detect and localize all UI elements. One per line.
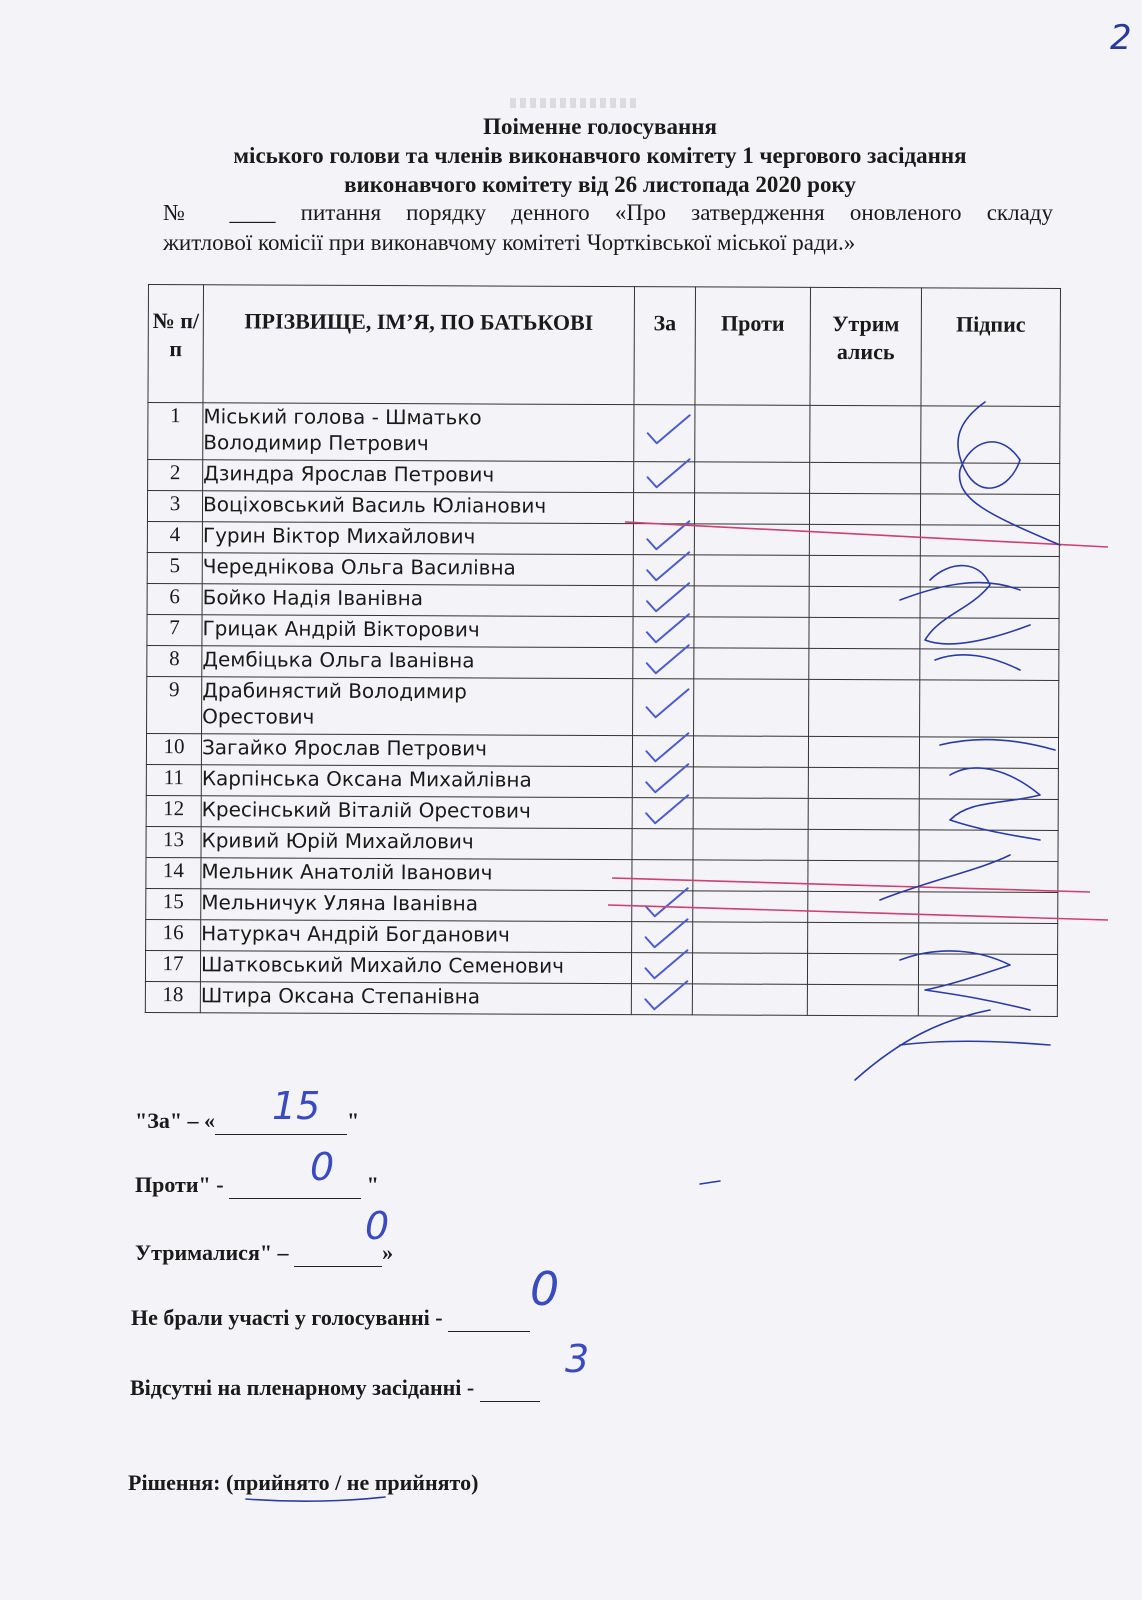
header-for: За bbox=[634, 287, 696, 405]
cell-against bbox=[693, 891, 808, 923]
summary-against bbox=[135, 1172, 379, 1199]
cell-signature bbox=[919, 892, 1058, 924]
row-number: 4 bbox=[147, 521, 202, 552]
member-name bbox=[201, 889, 632, 922]
summary-against-blank bbox=[229, 1172, 361, 1199]
cell-against bbox=[695, 462, 810, 494]
cell-for bbox=[632, 860, 693, 891]
cell-abstained bbox=[808, 891, 919, 922]
decision-underline bbox=[246, 1497, 385, 1501]
cell-for bbox=[632, 736, 693, 767]
member-name-line-1: Загайко Ярослав Петрович bbox=[201, 735, 488, 761]
cell-signature bbox=[921, 406, 1060, 464]
member-name bbox=[201, 765, 632, 798]
cell-signature bbox=[919, 799, 1058, 831]
decision-rest: / не прийнято) bbox=[329, 1470, 479, 1495]
table-row bbox=[148, 403, 1060, 464]
cell-for bbox=[632, 891, 693, 922]
table-row bbox=[147, 645, 1059, 680]
cell-for bbox=[634, 405, 695, 462]
cell-signature bbox=[921, 463, 1060, 495]
roll-call-table bbox=[145, 284, 1061, 1017]
member-name-line-1: Воціховський Василь Юліанович bbox=[202, 492, 547, 518]
cell-abstained bbox=[808, 798, 919, 829]
table-row bbox=[146, 919, 1058, 954]
title-line-1: Поіменне голосування bbox=[483, 114, 717, 139]
agenda-item-line-1: № ____ питання порядку денного «Про затвердження оновленого складу bbox=[163, 200, 1053, 225]
member-name-line-1: Кривий Юрій Михайлович bbox=[201, 828, 474, 854]
cell-against bbox=[694, 679, 809, 737]
table-row bbox=[145, 950, 1057, 985]
member-name bbox=[201, 858, 632, 891]
table-row bbox=[148, 460, 1060, 495]
table-row bbox=[146, 826, 1058, 861]
member-name-line-1: Мельничук Уляна Іванівна bbox=[201, 890, 479, 916]
table-row bbox=[147, 521, 1059, 556]
cell-for bbox=[633, 493, 694, 524]
agenda-item-line-2: житлової комісії при виконавчому комітеті Чортківської міської ради.» bbox=[163, 230, 856, 255]
summary-for-value: 15 bbox=[272, 1084, 321, 1128]
row-number: 18 bbox=[145, 981, 200, 1012]
row-number: 14 bbox=[146, 857, 201, 888]
cell-against bbox=[693, 798, 808, 830]
cell-for bbox=[634, 462, 695, 493]
header-against: Проти bbox=[695, 287, 811, 406]
header-signature: Підпис bbox=[921, 288, 1061, 407]
cell-for bbox=[633, 679, 694, 736]
cell-against bbox=[695, 405, 810, 463]
page-number: 2 bbox=[1110, 18, 1132, 58]
cell-abstained bbox=[807, 953, 918, 984]
cell-against bbox=[694, 493, 809, 525]
cell-abstained bbox=[809, 493, 920, 524]
row-number: 5 bbox=[147, 552, 202, 583]
cell-signature bbox=[918, 985, 1057, 1017]
cell-signature bbox=[920, 556, 1059, 588]
cell-abstained bbox=[809, 586, 920, 617]
cell-for bbox=[633, 617, 694, 648]
row-number: 12 bbox=[146, 795, 201, 826]
member-name bbox=[200, 951, 631, 984]
faint-stamp-mark bbox=[510, 98, 640, 108]
document-title bbox=[150, 112, 1050, 199]
cell-for bbox=[633, 586, 694, 617]
summary-against-value: 0 bbox=[310, 1145, 335, 1189]
member-name bbox=[201, 827, 632, 860]
row-number: 1 bbox=[148, 403, 203, 460]
member-name-line-1: Шатковський Михайло Семенович bbox=[200, 952, 565, 978]
table-row bbox=[147, 614, 1059, 649]
cell-for bbox=[633, 555, 694, 586]
cell-for bbox=[633, 524, 694, 555]
cell-against bbox=[693, 922, 808, 954]
member-name bbox=[202, 677, 633, 736]
row-number: 3 bbox=[147, 491, 202, 522]
member-name-line-2: Орестович bbox=[202, 704, 315, 729]
table-row bbox=[146, 888, 1058, 923]
cell-against bbox=[692, 984, 807, 1016]
table-body bbox=[145, 403, 1060, 1017]
cell-against bbox=[694, 524, 809, 556]
cell-signature bbox=[919, 737, 1058, 769]
member-name bbox=[203, 403, 634, 462]
cell-abstained bbox=[807, 984, 918, 1015]
member-name-line-1: Дембіцька Ольга Іванівна bbox=[202, 647, 475, 673]
member-name-line-1: Кресінський Віталій Орестович bbox=[201, 797, 531, 823]
cell-signature bbox=[919, 768, 1058, 800]
summary-abstained bbox=[135, 1240, 393, 1267]
member-name-line-1: Карпінська Оксана Михайлівна bbox=[201, 766, 532, 792]
row-number: 10 bbox=[146, 733, 201, 764]
cell-against bbox=[693, 860, 808, 892]
summary-against-tail: " bbox=[366, 1172, 379, 1197]
member-name-line-1: Натуркач Андрій Богданович bbox=[201, 921, 510, 947]
cell-abstained bbox=[809, 555, 920, 586]
cell-signature bbox=[919, 830, 1058, 862]
summary-not-voted-value: 0 bbox=[530, 1262, 560, 1316]
summary-for bbox=[135, 1108, 359, 1135]
summary-for-tail: " bbox=[347, 1108, 360, 1133]
row-number: 13 bbox=[146, 826, 201, 857]
cell-for bbox=[632, 829, 693, 860]
summary-not-voted-blank bbox=[448, 1305, 530, 1332]
row-number: 17 bbox=[145, 950, 200, 981]
summary-not-voted bbox=[131, 1305, 530, 1332]
member-name bbox=[203, 460, 634, 493]
member-name-line-1: Грицак Андрій Вікторович bbox=[202, 616, 480, 642]
title-line-2: міського голови та членів виконавчого комітету 1 чергового засідання bbox=[233, 143, 967, 168]
decision-label: Рішення: ( bbox=[128, 1470, 234, 1495]
table-row bbox=[147, 583, 1059, 618]
row-number: 2 bbox=[148, 460, 203, 491]
member-name bbox=[202, 615, 633, 648]
cell-abstained bbox=[809, 648, 920, 679]
cell-against bbox=[692, 953, 807, 985]
summary-decision bbox=[128, 1470, 478, 1496]
member-name bbox=[202, 491, 633, 524]
row-number: 7 bbox=[147, 614, 202, 645]
cell-against bbox=[694, 648, 809, 680]
cell-for bbox=[632, 922, 693, 953]
header-number: № п/ п bbox=[148, 285, 204, 403]
cell-signature bbox=[920, 525, 1059, 557]
member-name bbox=[201, 796, 632, 829]
row-number: 15 bbox=[146, 888, 201, 919]
cell-abstained bbox=[808, 736, 919, 767]
member-name bbox=[202, 522, 633, 555]
member-name-line-1: Череднікова Ольга Василівна bbox=[202, 554, 516, 580]
cell-signature bbox=[919, 923, 1058, 955]
table-row bbox=[147, 491, 1059, 526]
row-number: 8 bbox=[147, 645, 202, 676]
member-name bbox=[202, 553, 633, 586]
member-name-line-1: Мельник Анатолій Іванович bbox=[201, 859, 493, 885]
decision-adopted: прийнято bbox=[233, 1470, 330, 1495]
title-line-3: виконавчого комітету від 26 листопада 2020 року bbox=[344, 172, 856, 197]
summary-absent-value: 3 bbox=[565, 1337, 590, 1381]
member-name-line-1: Бойко Надія Іванівна bbox=[202, 585, 424, 611]
row-number: 6 bbox=[147, 583, 202, 614]
table-row bbox=[146, 764, 1058, 799]
member-name-line-1: Міський голова - Шматько bbox=[203, 404, 482, 430]
cell-for bbox=[632, 767, 693, 798]
cell-for bbox=[631, 984, 692, 1015]
member-name bbox=[201, 920, 632, 953]
summary-not-voted-label: Не брали участі у голосуванні - bbox=[131, 1305, 443, 1330]
summary-absent bbox=[130, 1375, 540, 1402]
table-header-row bbox=[148, 285, 1061, 407]
row-number: 9 bbox=[147, 676, 202, 733]
table-row bbox=[146, 857, 1058, 892]
member-name-line-1: Гурин Віктор Михайлович bbox=[202, 523, 476, 549]
cell-abstained bbox=[808, 829, 919, 860]
cell-against bbox=[694, 555, 809, 587]
cell-abstained bbox=[809, 617, 920, 648]
row-number: 11 bbox=[146, 764, 201, 795]
cell-abstained bbox=[809, 524, 920, 555]
cell-abstained bbox=[808, 922, 919, 953]
summary-absent-blank bbox=[480, 1375, 540, 1402]
summary-against-label: Проти" - bbox=[135, 1172, 224, 1197]
table-row bbox=[145, 981, 1057, 1016]
member-name-line-1: Штира Оксана Степанівна bbox=[200, 983, 481, 1009]
cell-signature bbox=[920, 680, 1059, 738]
cell-against bbox=[694, 617, 809, 649]
member-name-line-1: Драбинястий Володимир bbox=[202, 678, 467, 704]
summary-for-label: "За" – « bbox=[135, 1108, 216, 1133]
header-abstained: Утрим ались bbox=[810, 287, 922, 405]
table-row bbox=[147, 676, 1059, 737]
member-name bbox=[202, 646, 633, 679]
table-row bbox=[147, 552, 1059, 587]
cell-against bbox=[693, 767, 808, 799]
cell-abstained bbox=[810, 405, 921, 462]
summary-abstained-value: 0 bbox=[365, 1204, 390, 1248]
cell-signature bbox=[920, 587, 1059, 619]
cell-for bbox=[631, 953, 692, 984]
member-name bbox=[200, 982, 631, 1015]
cell-signature bbox=[919, 861, 1058, 893]
cell-signature bbox=[920, 618, 1059, 650]
row-number: 16 bbox=[146, 919, 201, 950]
summary-absent-label: Відсутні на пленарному засіданні - bbox=[130, 1375, 475, 1400]
member-name bbox=[202, 584, 633, 617]
cell-abstained bbox=[808, 767, 919, 798]
stray-mark bbox=[700, 1181, 720, 1184]
member-name-line-1: Дзиндра Ярослав Петрович bbox=[203, 461, 495, 487]
cell-abstained bbox=[808, 860, 919, 891]
cell-against bbox=[694, 586, 809, 618]
cell-signature bbox=[918, 954, 1057, 986]
cell-signature bbox=[920, 494, 1059, 526]
table-row bbox=[146, 795, 1058, 830]
member-name bbox=[201, 734, 632, 767]
cell-signature bbox=[920, 649, 1059, 681]
member-name-line-2: Володимир Петрович bbox=[203, 430, 429, 456]
cell-for bbox=[633, 648, 694, 679]
cell-against bbox=[693, 736, 808, 768]
cell-against bbox=[693, 829, 808, 861]
summary-abstained-label: Утрималися" – bbox=[135, 1240, 289, 1265]
summary-abstained-tail: » bbox=[382, 1240, 394, 1265]
header-name: ПРІЗВИЩЕ, ІМ’Я, ПО БАТЬКОВІ bbox=[203, 285, 635, 405]
underline-adopted bbox=[246, 1497, 385, 1501]
signature-cluster-4 bbox=[855, 1010, 1050, 1080]
cell-abstained bbox=[810, 462, 921, 493]
cell-for bbox=[632, 798, 693, 829]
table-row bbox=[146, 733, 1058, 768]
cell-abstained bbox=[809, 679, 920, 736]
